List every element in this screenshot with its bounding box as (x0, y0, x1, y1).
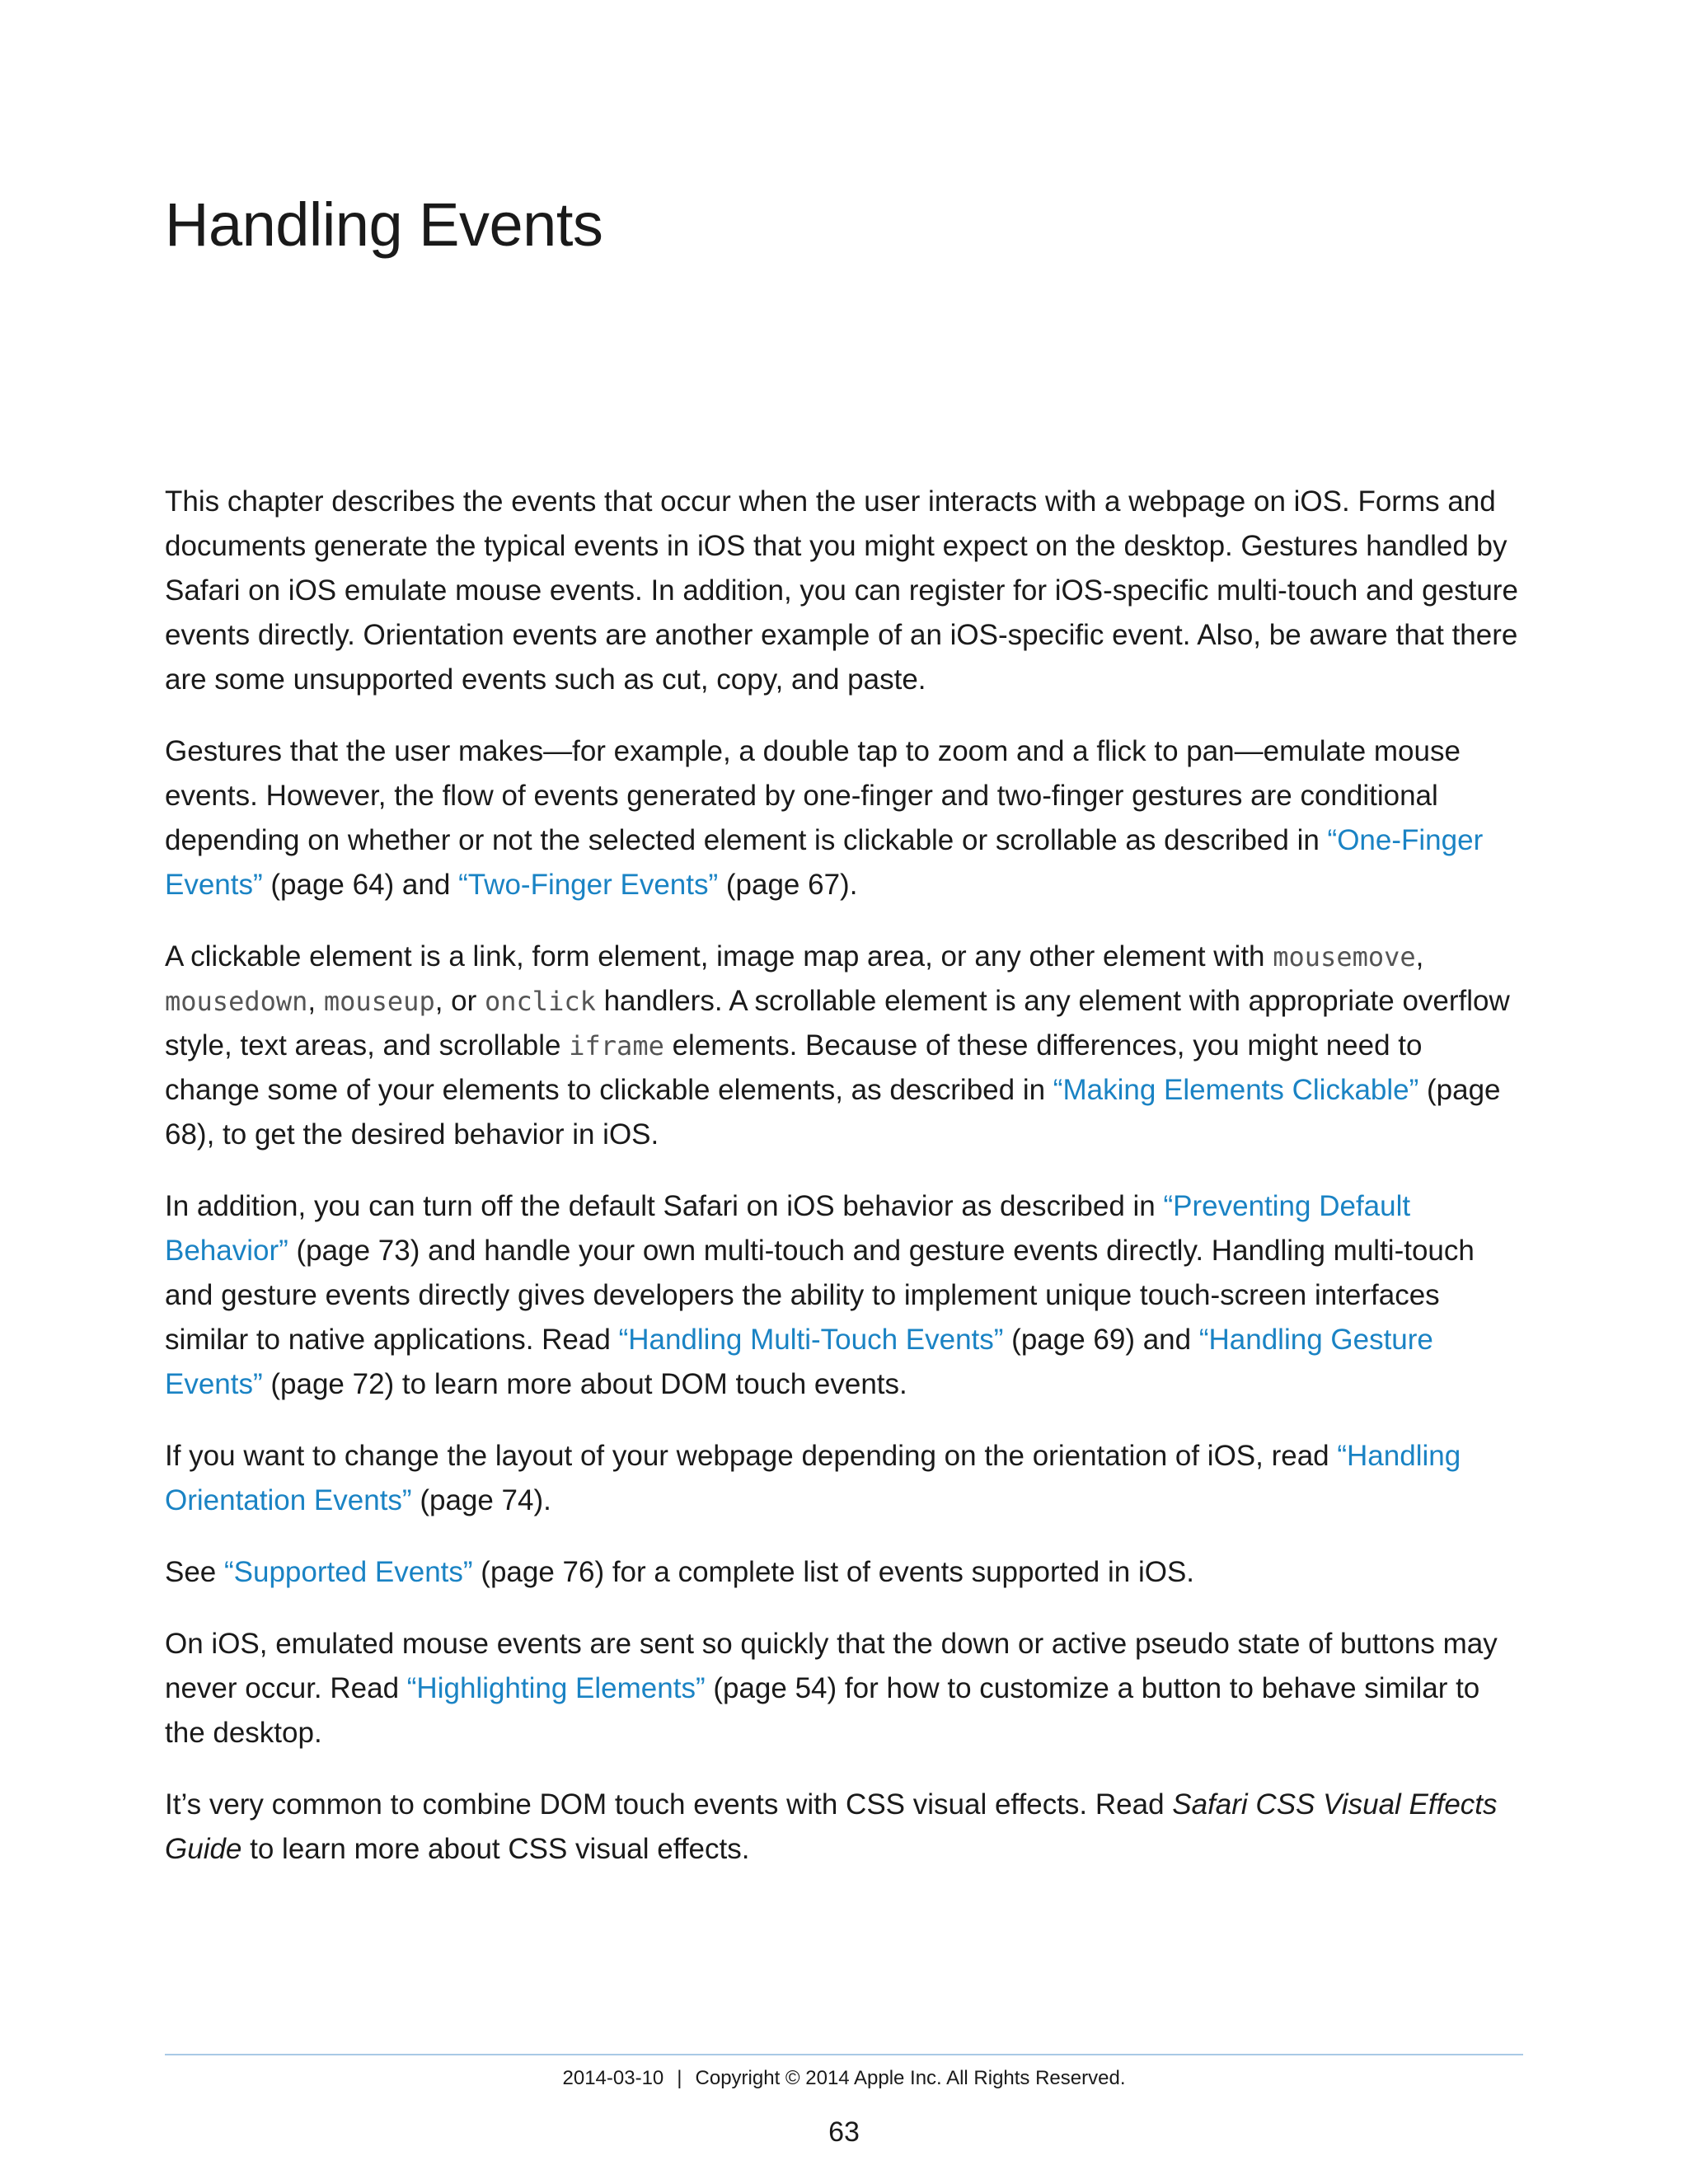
paragraph-gestures (165, 729, 1525, 907)
paragraph-text: (page 69) and (1003, 1324, 1199, 1356)
paragraph-text: On iOS, emulated mouse events are sent so quickly that the down or active pseudo state of buttons may never occur. Read (165, 1628, 1498, 1704)
paragraph-text: Gestures that the user makes—for example, a double tap to zoom and a flick to pan—emulate mouse events. However, the flow of events generated by one-finger and two-finger gestures are conditional depending on whether or not the selected element is clickable or scrollable as described in (165, 735, 1461, 856)
paragraph-default-behavior (165, 1184, 1525, 1407)
link-one-finger-events[interactable]: “One-Finger Events” (165, 824, 1484, 901)
page-number: 63 (828, 2116, 860, 2148)
paragraph-text: , or (434, 985, 485, 1017)
paragraph-text: (page 68), to get the desired behavior in iOS. (165, 1074, 1501, 1151)
chapter-title: Handling Events (165, 190, 603, 259)
link-making-elements-clickable[interactable]: “Making Elements Clickable” (1053, 1074, 1419, 1106)
paragraph-css-effects (165, 1783, 1525, 1872)
paragraph-text: In addition, you can turn off the default Safari on iOS behavior as described in (165, 1190, 1164, 1222)
footer-separator: | (677, 2067, 682, 2089)
link-handling-orientation-events[interactable]: “Handling Orientation Events” (165, 1440, 1461, 1516)
paragraph-text: (page 73) and handle your own multi-touch and gesture events directly. Handling multi-touch and gesture events directly gives developers the ability to implement unique touch-screen interfaces similar to native applications. Read (165, 1235, 1475, 1356)
paragraph-orientation (165, 1434, 1525, 1523)
book-title: Safari CSS Visual Effects Guide (165, 1788, 1498, 1865)
link-preventing-default-behavior[interactable]: “Preventing Default Behavior” (165, 1190, 1411, 1267)
paragraph-text: (page 64) and (262, 869, 459, 901)
paragraph-text: (page 76) for a complete list of events supported in iOS. (472, 1556, 1195, 1588)
paragraph-text: This chapter describes the events that occur when the user interacts with a webpage on iOS. Forms and documents generate the typical events in iOS that you might expect on the desktop. Gestures handled by Safari on iOS emulate mouse events. In addition, you can register for iOS-specific multi-touch and gesture events directly. Orientation events are another example of an iOS-specific event. Also, be aware that there are some unsupported events such as cut, copy, and paste. (165, 485, 1518, 696)
paragraph-text: (page 74). (411, 1484, 551, 1516)
code-mousedown: mousedown (165, 986, 308, 1017)
code-iframe: iframe (569, 1030, 664, 1062)
paragraph-text: to learn more about CSS visual effects. (241, 1833, 750, 1865)
footer-divider (165, 2054, 1523, 2055)
paragraph-intro (165, 480, 1525, 702)
paragraph-emulated-mouse (165, 1622, 1525, 1755)
link-highlighting-elements[interactable]: “Highlighting Elements” (406, 1672, 706, 1704)
paragraph-text: A clickable element is a link, form element, image map area, or any other element with (165, 940, 1273, 972)
paragraph-text: handlers. A scrollable element is any element with appropriate overflow style, text areas, and scrollable (165, 985, 1510, 1062)
link-handling-multi-touch-events[interactable]: “Handling Multi-Touch Events” (618, 1324, 1004, 1356)
paragraph-text: (page 54) for how to customize a button to behave similar to the desktop. (165, 1672, 1480, 1749)
paragraph-text: (page 67). (718, 869, 858, 901)
paragraph-text: (page 72) to learn more about DOM touch events. (262, 1368, 907, 1400)
paragraph-text: elements. Because of these differences, you might need to change some of your elements to clickable elements, as described in (165, 1029, 1423, 1106)
paragraph-text: , (307, 985, 324, 1017)
link-two-finger-events[interactable]: “Two-Finger Events” (458, 869, 719, 901)
footer-copyright: Copyright © 2014 Apple Inc. All Rights Reserved. (695, 2067, 1126, 2089)
paragraph-clickable (165, 935, 1525, 1157)
code-mouseup: mouseup (323, 986, 435, 1017)
code-onclick: onclick (485, 986, 596, 1017)
code-mousemove: mousemove (1273, 941, 1416, 972)
paragraph-text: See (165, 1556, 224, 1588)
paragraph-text: If you want to change the layout of your webpage depending on the orientation of iOS, read (165, 1440, 1338, 1472)
paragraph-text: It’s very common to combine DOM touch events with CSS visual effects. Read (165, 1788, 1173, 1821)
link-supported-events[interactable]: “Supported Events” (224, 1556, 473, 1588)
link-handling-gesture-events[interactable]: “Handling Gesture Events” (165, 1324, 1433, 1400)
footer-date: 2014-03-10 (562, 2067, 664, 2089)
chapter-body (165, 480, 1525, 1899)
paragraph-supported-events (165, 1550, 1525, 1595)
footer-copyright-line (165, 2067, 1523, 2090)
paragraph-text: , (1415, 940, 1424, 972)
